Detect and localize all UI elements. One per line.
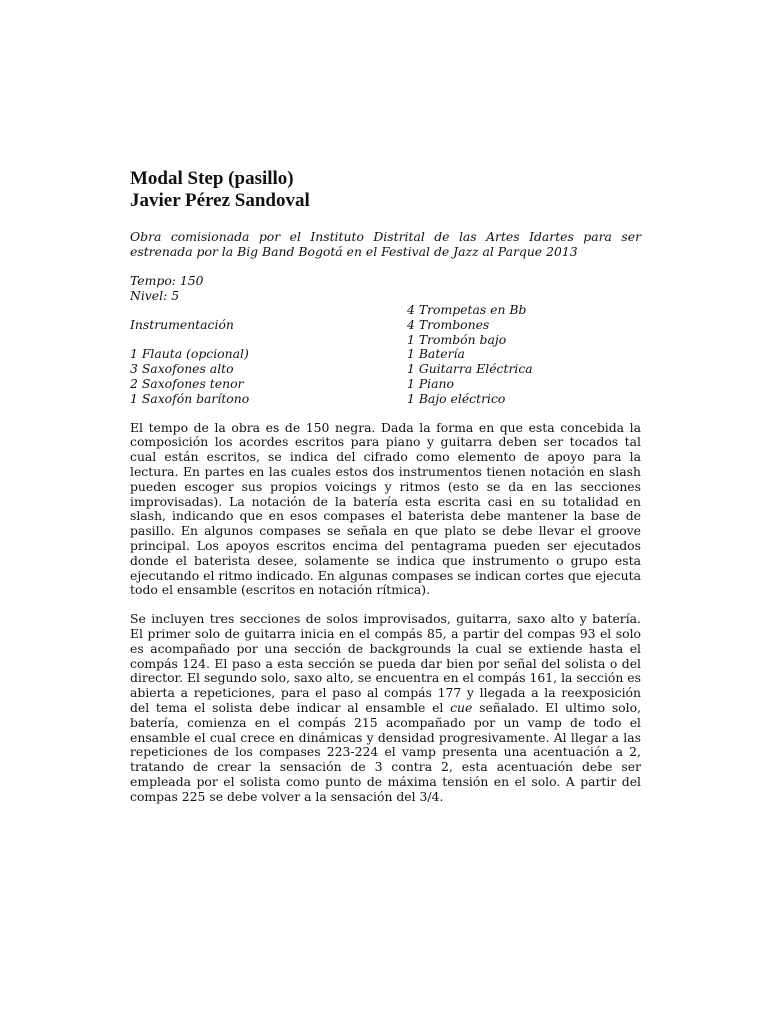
instrument-right-item: 4 Trombones — [407, 316, 490, 332]
instrument-right-item: 1 Batería — [407, 346, 465, 362]
paragraph-2-text-a: Se incluyen tres secciones de solos improvisados, guitarra, saxo alto y batería. El primer solo de guitarra inicia en el compás 85, a partir del compas 93 el solo es acompañado por una sección de backgrounds la cual se extiende hasta el compás 124. El paso a esta sección se pueda dar bien por señal del solista o del director. El segundo solo, saxo alto, se encuentra en el compás 161, la sección es abierta a repeticiones, para el paso al compás 177 y llegada a la reexposición del tema el solista debe indicar al ensamble el — [130, 611, 641, 715]
title-line-2: Javier Pérez Sandoval — [130, 190, 310, 211]
instrument-left-empty — [130, 303, 407, 318]
instrument-left-item: 3 Saxofones alto — [130, 361, 234, 377]
commission-description: Obra comisionada por el Instituto Distrital de las Artes Idartes para ser estrenada por la Big Band Bogotá en el Festival de Jazz al Parque 2013 — [130, 229, 641, 259]
instrument-left-item: 1 Flauta (opcional) — [130, 346, 249, 362]
instrumentation-label: Instrumentación — [130, 316, 234, 332]
tempo-text: Tempo: 150 — [130, 273, 204, 288]
paragraph-2-text-b: señalado. El ultimo solo, batería, comienza en el compás 215 acompañado por un vamp de todo el ensamble el cual crece en dinámicas y densidad progresivamente. Al llegar a las repeticiones de los compases 223-224 el vamp presenta una acentuación a 2, tratando de crear la sensación de 3 contra 2, esta acentuación debe ser empleada por el solista como punto de máxima tensión en el solo. A partir del compas 225 se debe volver a la sensación del 3/4. — [130, 699, 642, 804]
level-text: Nivel: 5 — [130, 288, 180, 303]
title-line-1: Modal Step (pasillo) — [130, 168, 294, 189]
instrument-right-item: 1 Piano — [407, 375, 454, 391]
instrument-right-item: 4 Trompetas en Bb — [407, 302, 527, 317]
instrument-right-item: 1 Guitarra Eléctrica — [407, 361, 533, 377]
body-paragraph-1: El tempo de la obra es de 150 negra. Dada la forma en que esta concebida la composición los acordes escritos para piano y guitarra deben ser tocados tal cual están escritos, se indica del cifrado como elemento de apoyo para la lectura. En partes en las cuales estos dos instrumentos tienen notación en slash pueden escoger sus propios voicings y ritmos (esto se da en las secciones improvisadas). La notación de la batería esta escrita casi en su totalidad en slash, indicando que en esos compases el baterista debe mantener la base de pasillo. En algunos compases se señala en que plato se debe llevar el groove principal. Los apoyos escritos encima del pentagrama pueden ser ejecutados donde el baterista desee, solamente se indica que instrumento o grupo esta ejecutando el ritmo indicado. En algunas compases se indican cortes que ejecuta todo el ensamble (escritos en notación rítmica). — [130, 419, 641, 598]
instrument-left-item: 2 Saxofones tenor — [130, 375, 244, 391]
instrumentation-table — [130, 303, 641, 407]
instrument-right-item: 1 Trombón bajo — [407, 331, 507, 347]
instrument-left-item: 1 Saxofón barítono — [130, 390, 250, 406]
document-content — [130, 168, 641, 805]
body-paragraph-2 — [130, 612, 641, 804]
document-title — [130, 168, 641, 212]
cue-term: cue — [450, 699, 473, 715]
metadata-block — [130, 273, 641, 303]
instrument-left-empty — [130, 333, 407, 348]
instrument-right-item: 1 Bajo eléctrico — [407, 390, 506, 406]
